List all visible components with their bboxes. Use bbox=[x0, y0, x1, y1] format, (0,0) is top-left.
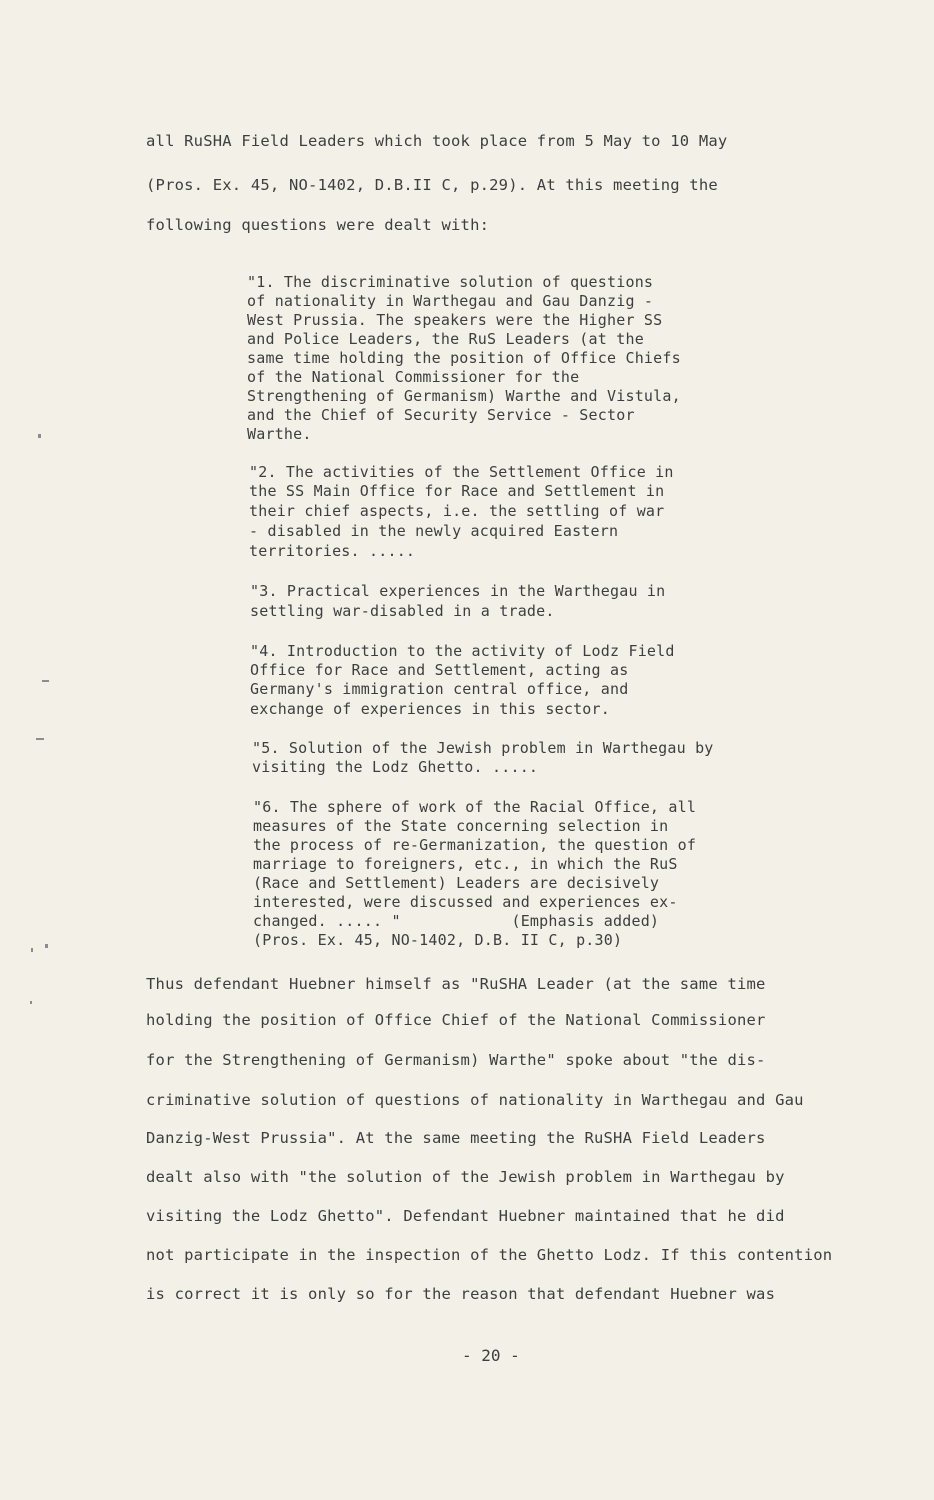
quote-item-6-line-2: measures of the State concerning selection in bbox=[253, 817, 669, 835]
quote-item-1-line-5: same time holding the position of Office Chiefs bbox=[247, 349, 681, 367]
closing-line-8: not participate in the inspection of the Ghetto Lodz. If this contention bbox=[146, 1246, 833, 1264]
closing-line-3: for the Strengthening of Germanism) Warthe" spoke about "the dis- bbox=[146, 1051, 766, 1069]
quote-item-1-line-7: Strengthening of Germanism) Warthe and Vistula, bbox=[247, 387, 681, 405]
closing-line-9: is correct it is only so for the reason that defendant Huebner was bbox=[146, 1285, 776, 1303]
quote-item-3-line-2: settling war-disabled in a trade. bbox=[250, 602, 555, 620]
intro-line-3: following questions were dealt with: bbox=[146, 216, 490, 234]
closing-line-2: holding the position of Office Chief of the National Commissioner bbox=[146, 1011, 766, 1029]
closing-line-5: Danzig-West Prussia". At the same meeting the RuSHA Field Leaders bbox=[146, 1129, 766, 1147]
quote-item-6-line-7: changed. ..... " (Emphasis added) bbox=[253, 912, 660, 930]
page-number: - 20 - bbox=[462, 1346, 520, 1365]
quote-item-6-line-3: the process of re-Germanization, the question of bbox=[253, 836, 697, 854]
quote-item-1-line-3: West Prussia. The speakers were the Higher SS bbox=[247, 311, 663, 329]
margin-mark bbox=[30, 1001, 32, 1004]
closing-line-7: visiting the Lodz Ghetto". Defendant Huebner maintained that he did bbox=[146, 1207, 785, 1225]
quote-item-2-line-2: the SS Main Office for Race and Settlement in bbox=[249, 482, 665, 500]
quote-item-6-line-8: (Pros. Ex. 45, NO-1402, D.B. II C, p.30) bbox=[253, 931, 623, 949]
closing-line-4: criminative solution of questions of nationality in Warthegau and Gau bbox=[146, 1091, 804, 1109]
closing-line-6: dealt also with "the solution of the Jewish problem in Warthegau by bbox=[146, 1168, 785, 1186]
quote-item-1-line-6: of the National Commissioner for the bbox=[247, 368, 580, 386]
intro-line-1: all RuSHA Field Leaders which took place from 5 May to 10 May bbox=[146, 132, 728, 150]
quote-item-1-line-9: Warthe. bbox=[247, 425, 312, 443]
intro-line-2: (Pros. Ex. 45, NO-1402, D.B.II C, p.29). At this meeting the bbox=[146, 176, 718, 194]
quote-item-4-line-3: Germany's immigration central office, and bbox=[250, 680, 629, 698]
margin-mark bbox=[45, 944, 48, 948]
quote-item-2-line-1: "2. The activities of the Settlement Office in bbox=[249, 463, 674, 481]
quote-item-6-line-5: (Race and Settlement) Leaders are decisively bbox=[253, 874, 660, 892]
quote-item-1-line-8: and the Chief of Security Service - Sector bbox=[247, 406, 635, 424]
margin-mark bbox=[38, 434, 41, 438]
quote-item-1-line-1: "1. The discriminative solution of questions bbox=[247, 273, 654, 291]
quote-item-5-line-2: visiting the Lodz Ghetto. ..... bbox=[252, 758, 539, 776]
quote-item-2-line-5: territories. ..... bbox=[249, 542, 416, 560]
quote-item-6-line-1: "6. The sphere of work of the Racial Office, all bbox=[253, 798, 697, 816]
quote-item-4-line-2: Office for Race and Settlement, acting as bbox=[250, 661, 629, 679]
quote-item-1-line-4: and Police Leaders, the RuS Leaders (at the bbox=[247, 330, 644, 348]
margin-mark bbox=[36, 738, 44, 740]
quote-item-4-line-4: exchange of experiences in this sector. bbox=[250, 700, 610, 718]
quote-item-6-line-6: interested, were discussed and experiences ex- bbox=[253, 893, 678, 911]
margin-mark bbox=[42, 680, 49, 682]
quote-item-3-line-1: "3. Practical experiences in the Warthegau in bbox=[250, 582, 666, 600]
quote-item-2-line-4: - disabled in the newly acquired Eastern bbox=[249, 522, 619, 540]
margin-mark bbox=[31, 948, 33, 952]
quote-item-6-line-4: marriage to foreigners, etc., in which the RuS bbox=[253, 855, 678, 873]
closing-line-1: Thus defendant Huebner himself as "RuSHA Leader (at the same time bbox=[146, 975, 766, 993]
quote-item-5-line-1: "5. Solution of the Jewish problem in Warthegau by bbox=[252, 739, 714, 757]
quote-item-4-line-1: "4. Introduction to the activity of Lodz Field bbox=[250, 642, 675, 660]
quote-item-1-line-2: of nationality in Warthegau and Gau Danzig - bbox=[247, 292, 654, 310]
quote-item-2-line-3: their chief aspects, i.e. the settling of war bbox=[249, 502, 665, 520]
